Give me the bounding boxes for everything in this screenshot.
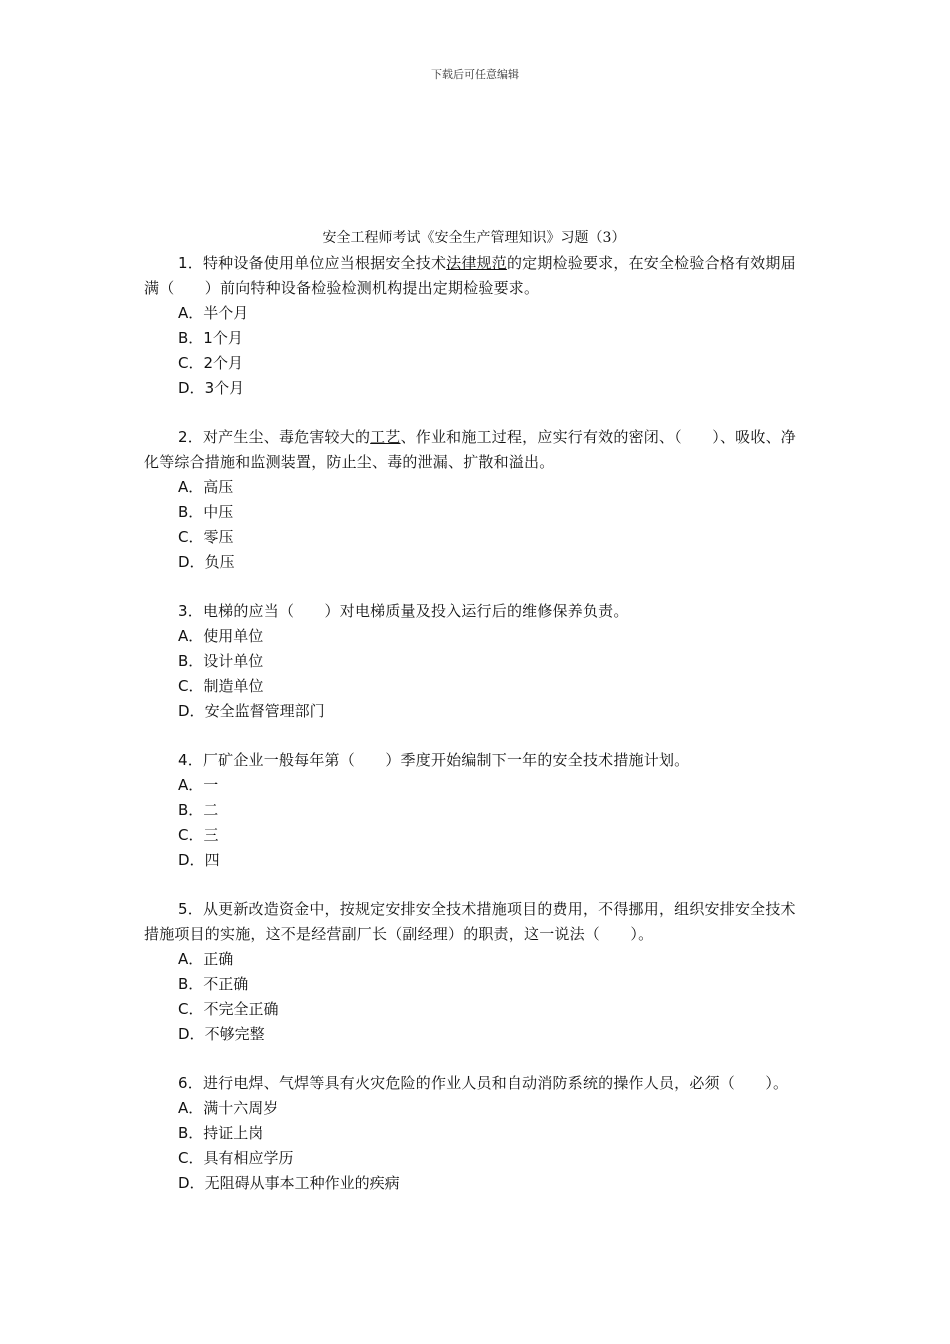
option-text: 四 — [204, 851, 220, 869]
option-letter: B． — [178, 652, 204, 670]
option-letter: A． — [178, 304, 204, 322]
option-letter: C． — [178, 1000, 204, 1018]
option-text: 设计单位 — [203, 652, 264, 670]
question-number: 4． — [178, 751, 203, 769]
question-2 — [144, 425, 804, 575]
option-d — [144, 1171, 804, 1196]
option-c — [144, 823, 804, 848]
option-letter: B． — [178, 801, 204, 819]
question-number: 3． — [178, 602, 203, 620]
document-title: 安全工程师考试《安全生产管理知识》习题（3） — [322, 230, 626, 246]
option-text: 高压 — [203, 478, 234, 496]
option-letter: A． — [178, 776, 204, 794]
option-text: 负压 — [204, 553, 235, 571]
option-b — [144, 1121, 804, 1146]
question-stem — [144, 748, 804, 773]
option-letter: D． — [178, 851, 205, 869]
option-text: 零压 — [203, 528, 234, 546]
stem-underlined-text: 工艺 — [370, 428, 401, 446]
option-text: 满十六周岁 — [203, 1099, 279, 1117]
option-text: 具有相应学历 — [203, 1149, 294, 1167]
option-letter: B． — [178, 503, 204, 521]
option-text: 制造单位 — [203, 677, 264, 695]
option-letter: A． — [178, 1099, 204, 1117]
option-letter: C． — [178, 677, 204, 695]
option-text: 无阻碍从事本工种作业的疾病 — [204, 1174, 400, 1192]
option-letter: C． — [178, 528, 204, 546]
question-stem — [144, 599, 804, 624]
option-text: 安全监督管理部门 — [204, 702, 325, 720]
option-letter: D． — [178, 1174, 205, 1192]
option-text: 不正确 — [203, 975, 249, 993]
option-letter: B． — [178, 1124, 204, 1142]
option-text: 中压 — [203, 503, 234, 521]
stem-text: 进行电焊、气焊等具有火灾危险的作业人员和自动消防系统的操作人员，必须（ ）。 — [202, 1074, 789, 1092]
question-3 — [144, 599, 804, 724]
option-letter: C． — [178, 354, 204, 372]
option-letter: C． — [178, 826, 204, 844]
question-stem — [144, 897, 804, 947]
question-stem — [144, 251, 804, 301]
option-a — [144, 624, 804, 649]
option-a — [144, 475, 804, 500]
option-letter: B． — [178, 329, 204, 347]
option-letter: C． — [178, 1149, 204, 1167]
option-a — [144, 301, 804, 326]
option-d — [144, 550, 804, 575]
question-stem — [144, 1071, 804, 1096]
question-6 — [144, 1071, 804, 1196]
option-c — [144, 1146, 804, 1171]
stem-text: 对产生尘、毒危害较大的 — [202, 428, 371, 446]
option-text: 1个月 — [203, 329, 243, 347]
option-c — [144, 525, 804, 550]
option-letter: D． — [178, 702, 205, 720]
option-text: 三 — [203, 826, 219, 844]
option-text: 持证上岗 — [203, 1124, 264, 1142]
question-4 — [144, 748, 804, 873]
stem-text-continued: 的定期检验要求，在安全检验合格有效期届满（ ）前向特种设备检验检测机构提出定期检验要求。 — [144, 254, 796, 297]
header-note: 下载后可任意编辑 — [431, 68, 519, 81]
question-number: 5． — [178, 900, 203, 918]
question-number: 6． — [178, 1074, 203, 1092]
option-letter: D． — [178, 553, 205, 571]
option-c — [144, 674, 804, 699]
question-5 — [144, 897, 804, 1047]
option-text: 不完全正确 — [203, 1000, 279, 1018]
option-c — [144, 997, 804, 1022]
stem-text: 厂矿企业一般每年第（ ）季度开始编制下一年的安全技术措施计划。 — [202, 751, 690, 769]
option-b — [144, 649, 804, 674]
option-text: 半个月 — [203, 304, 249, 322]
option-text: 不够完整 — [204, 1025, 265, 1043]
option-text: 一 — [203, 776, 219, 794]
option-a — [144, 773, 804, 798]
option-d — [144, 848, 804, 873]
document-body — [144, 226, 804, 1220]
question-number: 2． — [178, 428, 203, 446]
question-1 — [144, 251, 804, 401]
option-a — [144, 947, 804, 972]
stem-text: 从更新改造资金中，按规定安排安全技术措施项目的费用，不得挪用，组织安排安全技术措施项目的实施，这不是经营副厂长（副经理）的职责，这一说法（ ）。 — [144, 900, 796, 943]
question-number: 1． — [178, 254, 203, 272]
option-letter: B． — [178, 975, 204, 993]
stem-underlined-text: 法律规范 — [446, 254, 507, 272]
stem-text-continued: 、作业和施工过程，应实行有效的密闭、（ ）、吸收、净化等综合措施和监测装置，防止尘、毒的泄漏、扩散和溢出。 — [144, 428, 796, 471]
option-letter: A． — [178, 950, 204, 968]
option-d — [144, 376, 804, 401]
option-b — [144, 972, 804, 997]
option-text: 使用单位 — [203, 627, 264, 645]
option-letter: D． — [178, 1025, 205, 1043]
option-a — [144, 1096, 804, 1121]
option-d — [144, 699, 804, 724]
option-letter: D． — [178, 379, 205, 397]
option-letter: A． — [178, 627, 204, 645]
option-b — [144, 500, 804, 525]
option-letter: A． — [178, 478, 204, 496]
option-c — [144, 351, 804, 376]
stem-text: 特种设备使用单位应当根据安全技术 — [202, 254, 447, 272]
option-text: 正确 — [203, 950, 234, 968]
question-stem — [144, 425, 804, 475]
option-b — [144, 326, 804, 351]
option-text: 二 — [203, 801, 219, 819]
option-text: 3个月 — [204, 379, 245, 397]
option-b — [144, 798, 804, 823]
option-d — [144, 1022, 804, 1047]
stem-text: 电梯的应当（ ）对电梯质量及投入运行后的维修保养负责。 — [202, 602, 629, 620]
option-text: 2个月 — [203, 354, 244, 372]
